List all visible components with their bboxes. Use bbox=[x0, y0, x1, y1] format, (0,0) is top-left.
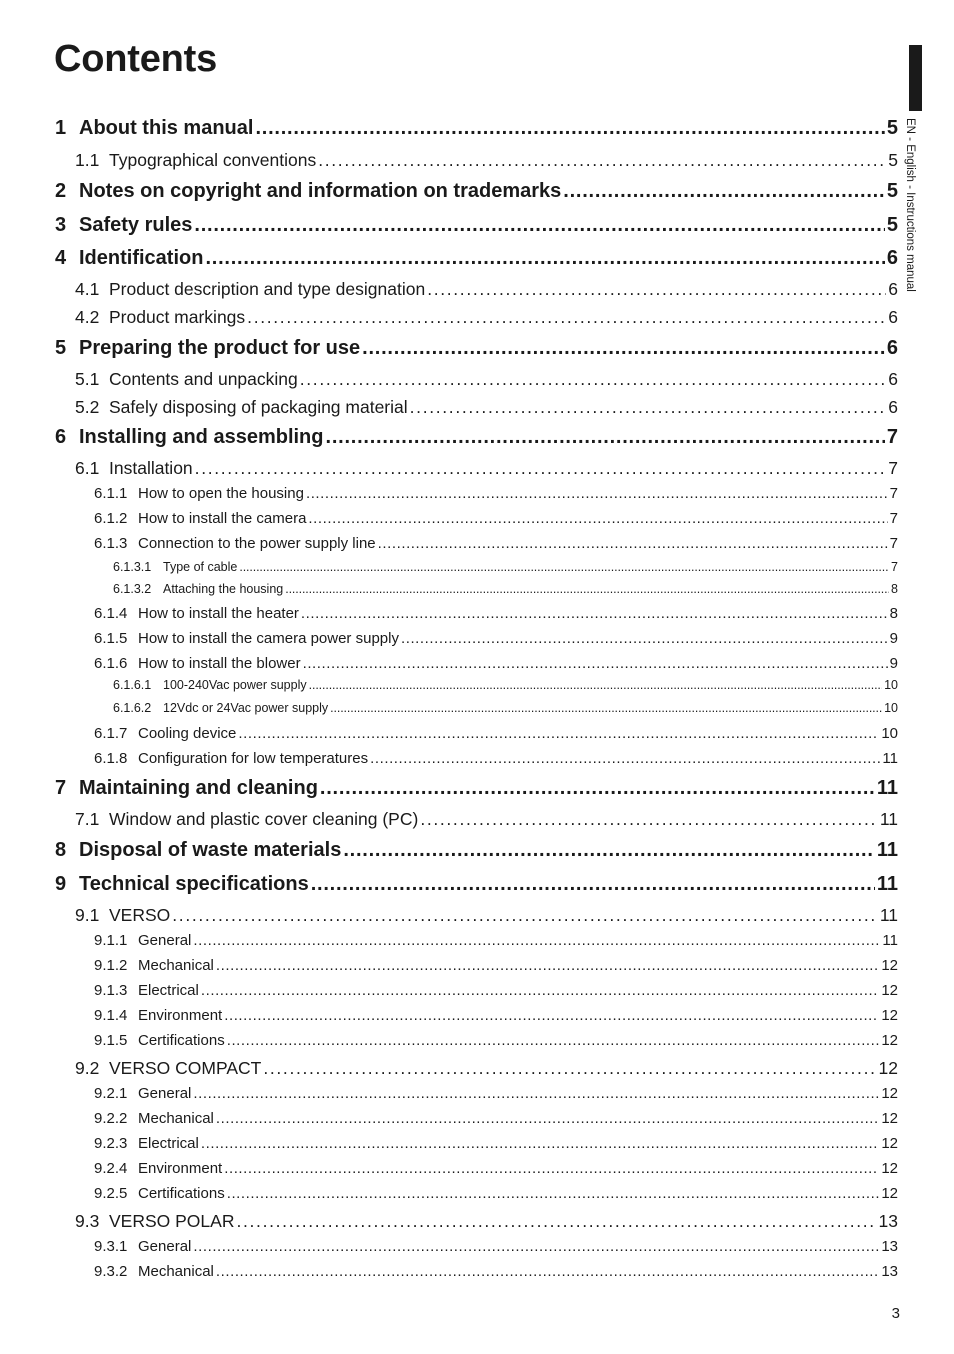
toc-entry-number: 6.1.4 bbox=[94, 605, 128, 622]
toc-entry-number: 6.1 bbox=[75, 458, 100, 478]
toc-dot-leader bbox=[563, 180, 885, 200]
toc-dot-leader bbox=[193, 932, 880, 947]
toc-dot-leader bbox=[343, 839, 875, 859]
toc-dot-leader bbox=[224, 1007, 879, 1022]
toc-entry-number: 6 bbox=[55, 426, 67, 448]
page-title: Contents bbox=[54, 38, 218, 80]
toc-dot-leader bbox=[420, 809, 878, 827]
toc-entry-number: 1.1 bbox=[75, 150, 100, 170]
toc-entry-number: 4 bbox=[55, 247, 67, 269]
toc-entry-label: Identification bbox=[79, 247, 204, 269]
toc-dot-leader bbox=[401, 630, 888, 645]
toc-dot-leader bbox=[311, 873, 875, 893]
toc-entry-6-1-6[interactable] bbox=[94, 655, 898, 672]
toc-entry-9-2-2[interactable] bbox=[94, 1110, 898, 1127]
toc-entry-page: 6 bbox=[888, 279, 898, 299]
toc-entry-label: How to install the heater bbox=[138, 605, 299, 622]
toc-entry-6-1-8[interactable] bbox=[94, 750, 898, 767]
toc-entry-label: Certifications bbox=[138, 1032, 225, 1049]
toc-entry-label: Installation bbox=[109, 458, 193, 478]
toc-entry-label: VERSO bbox=[109, 905, 171, 925]
toc-entry-label: How to open the housing bbox=[138, 485, 304, 502]
toc-entry-number: 9.2.3 bbox=[94, 1135, 128, 1152]
toc-dot-leader bbox=[238, 725, 879, 740]
toc-entry-number: 9.2.5 bbox=[94, 1185, 128, 1202]
toc-entry-page: 11 bbox=[876, 873, 898, 895]
toc-entry-6-1-3-1[interactable] bbox=[113, 560, 898, 574]
toc-entry-page: 12 bbox=[881, 982, 898, 999]
toc-entry-4[interactable] bbox=[55, 247, 898, 270]
toc-entry-page: 12 bbox=[881, 1032, 898, 1049]
toc-entry-page: 7 bbox=[889, 485, 898, 502]
toc-entry-9-1-5[interactable] bbox=[94, 1032, 898, 1049]
side-tab-marker bbox=[909, 45, 922, 111]
toc-entry-page: 8 bbox=[891, 582, 898, 596]
page-number: 3 bbox=[891, 1305, 900, 1322]
toc-entry-label: Contents and unpacking bbox=[109, 369, 298, 389]
toc-entry-number: 5 bbox=[55, 337, 67, 359]
toc-entry-page: 11 bbox=[879, 905, 898, 925]
toc-entry-label: Product description and type designation bbox=[109, 279, 426, 299]
toc-entry-number: 7 bbox=[55, 777, 67, 799]
toc-entry-page: 12 bbox=[881, 1007, 898, 1024]
toc-entry-number: 9.1.1 bbox=[94, 932, 128, 949]
toc-entry-6-1[interactable] bbox=[75, 458, 898, 479]
toc-entry-6-1-2[interactable] bbox=[94, 510, 898, 527]
toc-entry-number: 9 bbox=[55, 873, 67, 895]
toc-dot-leader bbox=[216, 1110, 879, 1125]
toc-entry-label: Installing and assembling bbox=[79, 426, 324, 448]
toc-entry-number: 6.1.8 bbox=[94, 750, 128, 767]
toc-entry-page: 11 bbox=[882, 750, 898, 767]
toc-entry-label: Cooling device bbox=[138, 725, 237, 742]
toc-dot-leader bbox=[370, 750, 880, 765]
toc-entry-label: Connection to the power supply line bbox=[138, 535, 376, 552]
toc-entry-page: 12 bbox=[881, 1085, 898, 1102]
toc-entry-label: Typographical conventions bbox=[109, 150, 317, 170]
toc-entry-label: Environment bbox=[138, 1160, 223, 1177]
toc-dot-leader bbox=[410, 397, 887, 415]
toc-entry-9-3-1[interactable] bbox=[94, 1238, 898, 1255]
toc-entry-label: 100-240Vac power supply bbox=[163, 678, 307, 692]
toc-dot-leader bbox=[308, 510, 887, 525]
toc-entry-number: 6.1.6.2 bbox=[113, 701, 152, 715]
toc-entry-page: 7 bbox=[891, 560, 898, 574]
toc-entry-label: How to install the camera power supply bbox=[138, 630, 399, 647]
toc-entry-page: 5 bbox=[886, 180, 898, 202]
toc-dot-leader bbox=[227, 1185, 880, 1200]
toc-entry-9-1-1[interactable] bbox=[94, 932, 898, 949]
toc-entry-page: 9 bbox=[889, 630, 898, 647]
toc-entry-number: 6.1.6.1 bbox=[113, 678, 152, 692]
toc-entry-page: 7 bbox=[889, 510, 898, 527]
toc-entry-label: Notes on copyright and information on trademarks bbox=[79, 180, 562, 202]
toc-entry-9-1[interactable] bbox=[75, 905, 898, 926]
toc-entry-label: VERSO COMPACT bbox=[109, 1058, 262, 1078]
toc-entry-page: 12 bbox=[881, 1110, 898, 1127]
toc-entry-label: Window and plastic cover cleaning (PC) bbox=[109, 809, 419, 829]
toc-entry-page: 5 bbox=[886, 117, 898, 139]
toc-entry-label: General bbox=[138, 1238, 192, 1255]
toc-entry-label: Electrical bbox=[138, 982, 199, 999]
toc-entry-2[interactable] bbox=[55, 180, 898, 203]
toc-dot-leader bbox=[318, 150, 886, 168]
toc-entry-3[interactable] bbox=[55, 214, 898, 237]
toc-dot-leader bbox=[427, 279, 886, 297]
toc-entry-number: 8 bbox=[55, 839, 67, 861]
toc-dot-leader bbox=[320, 777, 875, 797]
toc-entry-9-1-4[interactable] bbox=[94, 1007, 898, 1024]
toc-entry-9[interactable] bbox=[55, 873, 898, 896]
toc-entry-label: General bbox=[138, 1085, 192, 1102]
toc-entry-page: 8 bbox=[889, 605, 898, 622]
toc-entry-label: Maintaining and cleaning bbox=[79, 777, 318, 799]
toc-dot-leader bbox=[309, 678, 882, 691]
toc-dot-leader bbox=[193, 1238, 879, 1253]
toc-entry-4-2[interactable] bbox=[75, 307, 898, 328]
toc-entry-page: 13 bbox=[881, 1263, 898, 1280]
toc-entry-label: Mechanical bbox=[138, 957, 214, 974]
toc-entry-6-1-3-2[interactable] bbox=[113, 582, 898, 596]
toc-entry-label: How to install the camera bbox=[138, 510, 307, 527]
toc-entry-6-1-6-1[interactable] bbox=[113, 678, 898, 692]
toc-entry-number: 9.2.2 bbox=[94, 1110, 128, 1127]
toc-dot-leader bbox=[194, 214, 884, 234]
toc-entry-number: 9.1 bbox=[75, 905, 100, 925]
toc-entry-number: 9.1.3 bbox=[94, 982, 128, 999]
toc-entry-number: 9.3.2 bbox=[94, 1263, 128, 1280]
side-language-label: EN - English - Instructions manual bbox=[904, 118, 916, 292]
toc-entry-number: 6.1.7 bbox=[94, 725, 128, 742]
toc-entry-5-1[interactable] bbox=[75, 369, 898, 390]
toc-dot-leader bbox=[306, 485, 888, 500]
toc-dot-leader bbox=[378, 535, 888, 550]
toc-entry-number: 6.1.6 bbox=[94, 655, 128, 672]
toc-entry-label: VERSO POLAR bbox=[109, 1211, 235, 1231]
toc-entry-label: Safety rules bbox=[79, 214, 193, 236]
toc-entry-5-2[interactable] bbox=[75, 397, 898, 418]
toc-dot-leader bbox=[201, 982, 879, 997]
toc-entry-page: 6 bbox=[888, 307, 898, 327]
toc-entry-number: 1 bbox=[55, 117, 67, 139]
toc-entry-number: 9.2.4 bbox=[94, 1160, 128, 1177]
toc-entry-number: 6.1.5 bbox=[94, 630, 128, 647]
toc-entry-page: 7 bbox=[888, 458, 898, 478]
toc-entry-page: 12 bbox=[878, 1058, 898, 1078]
toc-dot-leader bbox=[195, 458, 887, 476]
toc-entry-label: Mechanical bbox=[138, 1263, 214, 1280]
toc-entry-label: Technical specifications bbox=[79, 873, 309, 895]
toc-entry-number: 9.2 bbox=[75, 1058, 100, 1078]
toc-entry-page: 12 bbox=[881, 1185, 898, 1202]
toc-entry-label: Mechanical bbox=[138, 1110, 214, 1127]
toc-entry-9-2-5[interactable] bbox=[94, 1185, 898, 1202]
toc-entry-label: General bbox=[138, 932, 192, 949]
toc-entry-number: 9.1.2 bbox=[94, 957, 128, 974]
toc-entry-label: Preparing the product for use bbox=[79, 337, 361, 359]
toc-entry-label: How to install the blower bbox=[138, 655, 301, 672]
toc-dot-leader bbox=[224, 1160, 879, 1175]
toc-entry-number: 3 bbox=[55, 214, 67, 236]
toc-entry-6-1-5[interactable] bbox=[94, 630, 898, 647]
toc-entry-9-3[interactable] bbox=[75, 1211, 898, 1232]
toc-entry-number: 9.3 bbox=[75, 1211, 100, 1231]
toc-entry-number: 4.2 bbox=[75, 307, 100, 327]
toc-entry-6-1-1[interactable] bbox=[94, 485, 898, 502]
toc-dot-leader bbox=[239, 560, 889, 573]
toc-entry-page: 13 bbox=[881, 1238, 898, 1255]
toc-entry-number: 9.1.5 bbox=[94, 1032, 128, 1049]
toc-entry-label: Electrical bbox=[138, 1135, 199, 1152]
toc-entry-6-1-4[interactable] bbox=[94, 605, 898, 622]
toc-entry-page: 5 bbox=[888, 150, 898, 170]
toc-entry-page: 11 bbox=[882, 932, 898, 949]
toc-entry-page: 11 bbox=[876, 839, 898, 861]
toc-entry-label: Certifications bbox=[138, 1185, 225, 1202]
toc-dot-leader bbox=[303, 655, 888, 670]
toc-entry-label: Product markings bbox=[109, 307, 246, 327]
toc-entry-number: 4.1 bbox=[75, 279, 100, 299]
toc-entry-9-1-2[interactable] bbox=[94, 957, 898, 974]
toc-entry-label: Type of cable bbox=[163, 560, 238, 574]
toc-dot-leader bbox=[330, 701, 882, 714]
toc-entry-label: About this manual bbox=[79, 117, 254, 139]
toc-entry-9-2-1[interactable] bbox=[94, 1085, 898, 1102]
toc-entry-number: 6.1.1 bbox=[94, 485, 128, 502]
toc-entry-page: 11 bbox=[879, 809, 898, 829]
toc-entry-number: 6.1.3.2 bbox=[113, 582, 152, 596]
toc-entry-6-1-7[interactable] bbox=[94, 725, 898, 742]
toc-dot-leader bbox=[255, 117, 884, 137]
toc-dot-leader bbox=[301, 605, 888, 620]
toc-entry-page: 6 bbox=[888, 369, 898, 389]
toc-entry-9-1-3[interactable] bbox=[94, 982, 898, 999]
toc-dot-leader bbox=[362, 337, 885, 357]
toc-dot-leader bbox=[263, 1058, 876, 1076]
toc-entry-number: 2 bbox=[55, 180, 67, 202]
toc-entry-label: Disposal of waste materials bbox=[79, 839, 342, 861]
toc-entry-page: 11 bbox=[876, 777, 898, 799]
toc-entry-number: 6.1.2 bbox=[94, 510, 128, 527]
toc-entry-label: Safely disposing of packaging material bbox=[109, 397, 408, 417]
toc-entry-page: 6 bbox=[886, 247, 898, 269]
toc-entry-1-1[interactable] bbox=[75, 150, 898, 171]
toc-entry-label: Configuration for low temperatures bbox=[138, 750, 369, 767]
toc-entry-page: 12 bbox=[881, 1135, 898, 1152]
toc-dot-leader bbox=[300, 369, 887, 387]
toc-entry-page: 13 bbox=[878, 1211, 898, 1231]
toc-dot-leader bbox=[205, 247, 884, 267]
toc-entry-number: 6.1.3.1 bbox=[113, 560, 152, 574]
toc-entry-9-2-3[interactable] bbox=[94, 1135, 898, 1152]
toc-dot-leader bbox=[216, 1263, 879, 1278]
toc-entry-label: 12Vdc or 24Vac power supply bbox=[163, 701, 329, 715]
toc-entry-9-3-2[interactable] bbox=[94, 1263, 898, 1280]
toc-entry-1[interactable] bbox=[55, 117, 898, 140]
toc-entry-page: 10 bbox=[884, 678, 898, 692]
toc-dot-leader bbox=[326, 426, 885, 446]
toc-dot-leader bbox=[247, 307, 886, 325]
toc-entry-number: 9.2.1 bbox=[94, 1085, 128, 1102]
toc-dot-leader bbox=[201, 1135, 879, 1150]
toc-entry-6-1-3[interactable] bbox=[94, 535, 898, 552]
toc-dot-leader bbox=[285, 582, 889, 595]
toc-entry-page: 10 bbox=[884, 701, 898, 715]
toc-entry-7-1[interactable] bbox=[75, 809, 898, 830]
toc-entry-number: 5.1 bbox=[75, 369, 100, 389]
toc-entry-page: 6 bbox=[888, 397, 898, 417]
toc-entry-page: 12 bbox=[881, 957, 898, 974]
toc-entry-page: 6 bbox=[886, 337, 898, 359]
toc-entry-number: 6.1.3 bbox=[94, 535, 128, 552]
toc-entry-page: 7 bbox=[889, 535, 898, 552]
toc-entry-9-2[interactable] bbox=[75, 1058, 898, 1079]
toc-entry-9-2-4[interactable] bbox=[94, 1160, 898, 1177]
toc-entry-page: 5 bbox=[886, 214, 898, 236]
toc-dot-leader bbox=[172, 905, 878, 923]
toc-entry-page: 12 bbox=[881, 1160, 898, 1177]
toc-entry-label: Attaching the housing bbox=[163, 582, 284, 596]
toc-entry-page: 7 bbox=[886, 426, 898, 448]
toc-entry-number: 9.3.1 bbox=[94, 1238, 128, 1255]
toc-dot-leader bbox=[193, 1085, 879, 1100]
toc-entry-7[interactable] bbox=[55, 777, 898, 800]
toc-dot-leader bbox=[216, 957, 879, 972]
toc-entry-label: Environment bbox=[138, 1007, 223, 1024]
toc-dot-leader bbox=[227, 1032, 880, 1047]
toc-entry-5[interactable] bbox=[55, 337, 898, 360]
toc-entry-page: 10 bbox=[881, 725, 898, 742]
toc-entry-number: 7.1 bbox=[75, 809, 100, 829]
toc-dot-leader bbox=[236, 1211, 876, 1229]
toc-entry-4-1[interactable] bbox=[75, 279, 898, 300]
toc-entry-6-1-6-2[interactable] bbox=[113, 701, 898, 715]
toc-entry-number: 5.2 bbox=[75, 397, 100, 417]
toc-entry-8[interactable] bbox=[55, 839, 898, 862]
toc-entry-number: 9.1.4 bbox=[94, 1007, 128, 1024]
toc-entry-6[interactable] bbox=[55, 426, 898, 449]
toc-entry-page: 9 bbox=[889, 655, 898, 672]
